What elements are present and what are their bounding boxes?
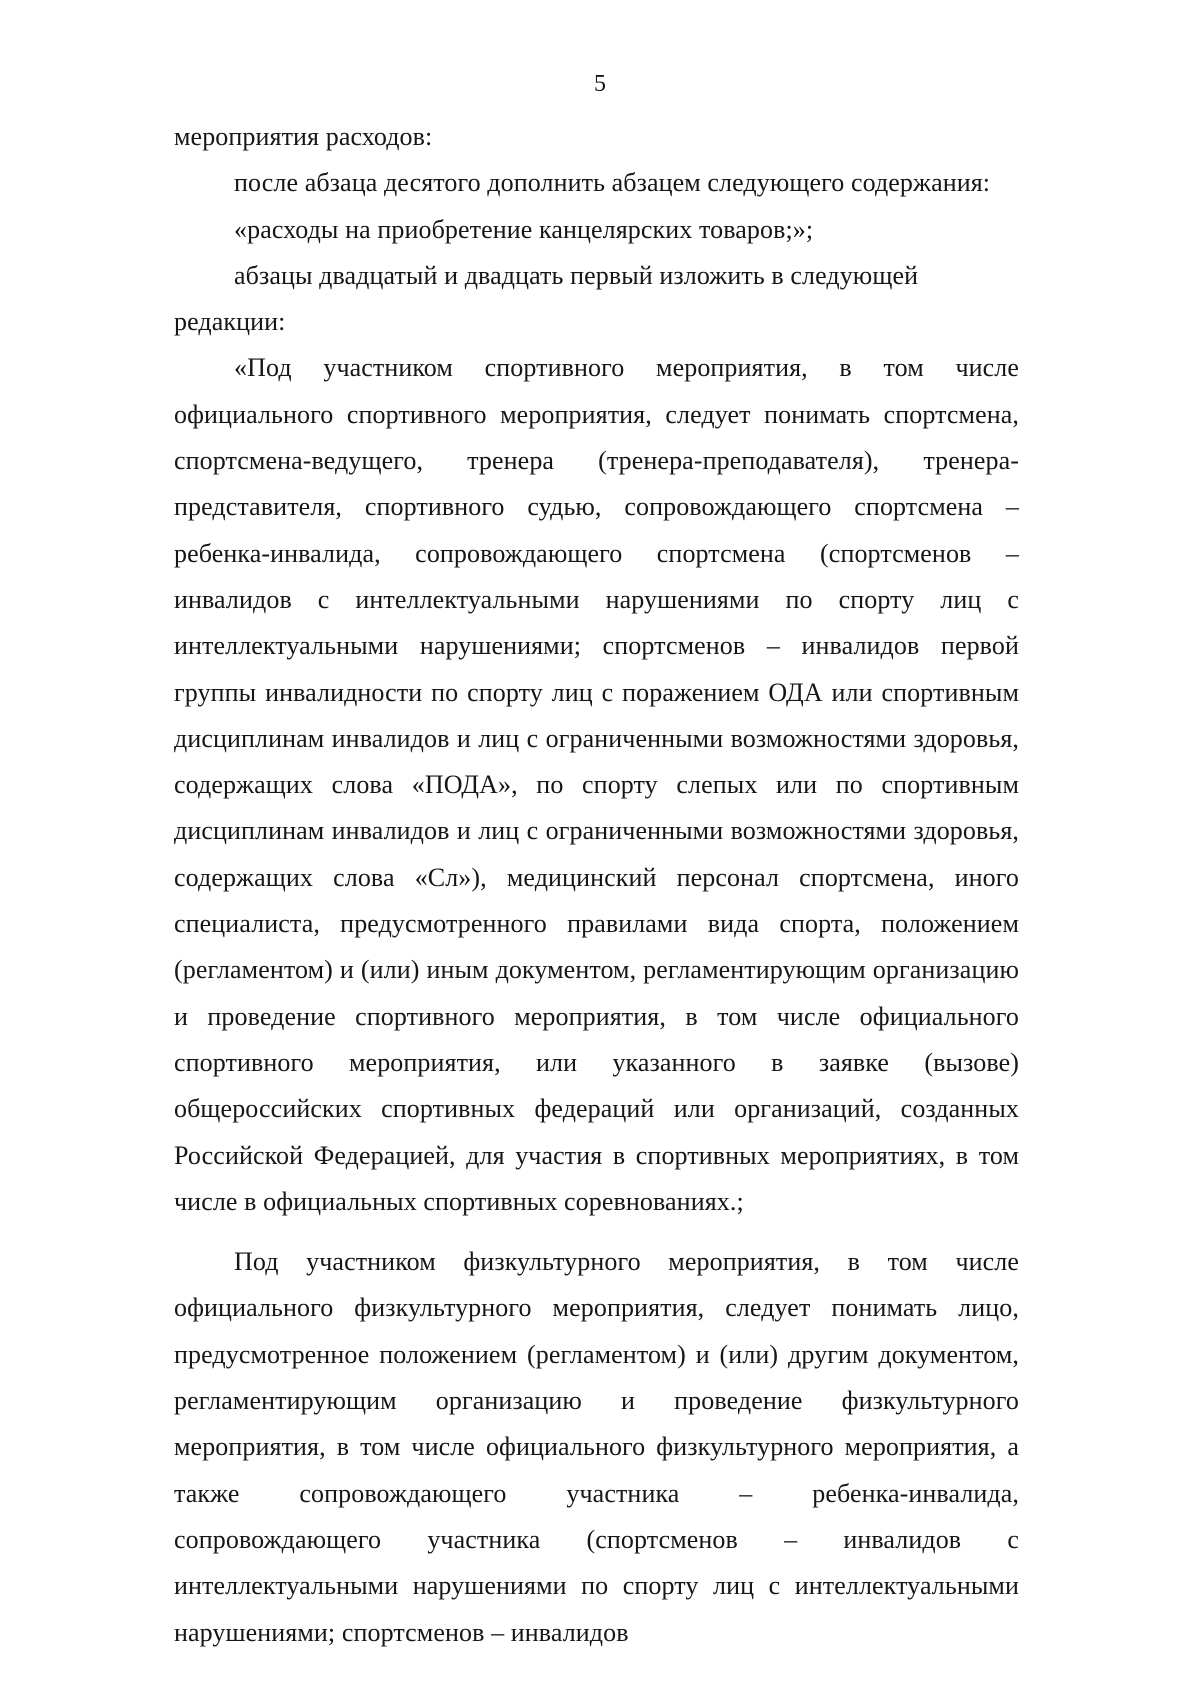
paragraph-sport-participant-definition: «Под участником спортивного мероприятия, в том числе официального спортивного мероприятия, следует понимать спортсмена, спортсмена-ведущего, тренера (тренера-преподавателя), тренера-представителя, спортивного судью, сопровождающего спортсмена – ребенка-инвалида, сопровождающего спортсмена (спортсменов – инвалидов с интеллектуальными нарушениями по спорту лиц с интеллектуальными нарушениями; спортсменов – инвалидов первой группы инвалидности по спорту лиц с поражением ОДА или спортивным дисциплинам инвалидов и лиц с ограниченными возможностями здоровья, содержащих слова «ПОДА», по спорту слепых или по спортивным дисциплинам инвалидов и лиц с ограниченными возможностями здоровья, содержащих слова «Сл»), медицинский персонал спортсмена, иного специалиста, предусмотренного правилами вида спорта, положением (регламентом) и (или) иным документом, регламентирующим организацию и проведение спортивного мероприятия, в том числе официального спортивного мероприятия, или указанного в заявке (вызове) общероссийских спортивных федераций или организаций, созданных Российской Федерацией, для участия в спортивных мероприятиях, в том числе в официальных спортивных соревнованиях.;	[174, 353, 1019, 1216]
document-body	[174, 114, 1019, 1656]
paragraph-physical-culture-participant-definition: Под участником физкультурного мероприятия, в том числе официального физкультурного мероприятия, следует понимать лицо, предусмотренное положением (регламентом) и (или) другим документом, регламентирующим организацию и проведение физкультурного мероприятия, в том числе официального физкультурного мероприятия, а также сопровождающего участника – ребенка-инвалида, сопровождающего участника (спортсменов – инвалидов с интеллектуальными нарушениями по спорту лиц с интеллектуальными нарушениями; спортсменов – инвалидов	[174, 1247, 1019, 1647]
page-number: 5	[594, 71, 606, 97]
paragraph-instruction-replace: абзацы двадцатый и двадцать первый изложить в следующей редакции:	[174, 260, 919, 337]
paragraph-quoted-addition: «расходы на приобретение канцелярских товаров;»;	[234, 214, 814, 244]
paragraph-instruction-add: после абзаца десятого дополнить абзацем следующего содержания:	[234, 168, 991, 198]
paragraph-continuation: мероприятия расходов:	[174, 122, 433, 151]
